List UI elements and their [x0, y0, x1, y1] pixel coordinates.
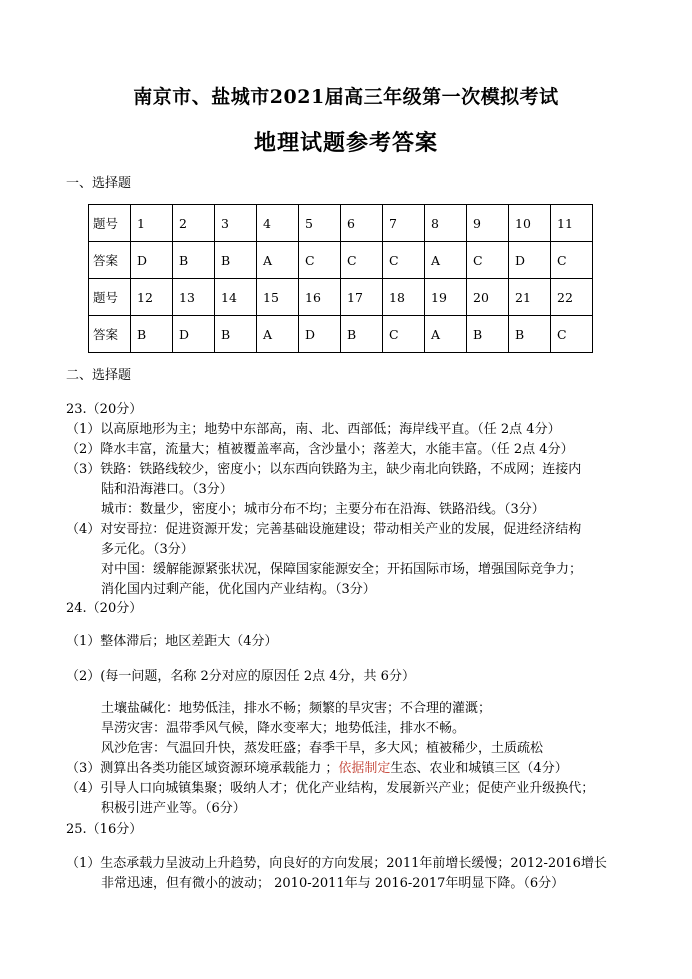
exam-title: 南京市、盐城市2021届高三年级第一次模拟考试: [133, 86, 559, 108]
table-row-header: 题号: [89, 205, 131, 242]
table-cell: C: [383, 316, 425, 353]
table-cell: 16: [299, 279, 341, 316]
table-cell: 4: [257, 205, 299, 242]
section-heading-choice: 一、选择题: [66, 176, 132, 191]
table-cell: B: [215, 242, 257, 279]
page-title: 地理试题参考答案: [253, 130, 438, 156]
q23-answer-3-line3: 城市：数量少，密度小；城市分布不均；主要分布在沿海、铁路沿线。（3分）: [101, 502, 545, 517]
q24-answer-4-line2: 积极引进产业等。（6分）: [101, 801, 246, 816]
table-cell: 13: [173, 279, 215, 316]
table-cell: 20: [467, 279, 509, 316]
q23-answer-1: （1）以高原地形为主；地势中东部高，南、北、西部低；海岸线平直。（任 2点 4分）: [66, 422, 561, 437]
table-cell: 1: [131, 205, 173, 242]
table-cell: 10: [509, 205, 551, 242]
table-cell: D: [509, 242, 551, 279]
table-cell: 6: [341, 205, 383, 242]
table-row: [89, 316, 593, 353]
table-row: [89, 205, 593, 242]
q24-answer-2-line2: 旱涝灾害：温带季风气候，降水变率大；地势低洼，排水不畅。: [101, 721, 466, 736]
q24-answer-2-line1: 土壤盐碱化：地势低洼，排水不畅；频繁的旱灾害；不合理的灌溉；: [101, 701, 492, 716]
table-cell: C: [551, 316, 593, 353]
table-cell: 8: [425, 205, 467, 242]
table-cell: 17: [341, 279, 383, 316]
section-heading-second: 二、选择题: [66, 368, 132, 383]
table-cell: B: [215, 316, 257, 353]
table-cell: A: [257, 242, 299, 279]
table-cell: 15: [257, 279, 299, 316]
table-cell: A: [425, 242, 467, 279]
table-cell: B: [467, 316, 509, 353]
table-cell: 2: [173, 205, 215, 242]
table-row-header: 答案: [89, 316, 131, 353]
table-cell: 14: [215, 279, 257, 316]
table-cell: 19: [425, 279, 467, 316]
q23-answer-4-line2: 多元化。（3分）: [101, 542, 194, 557]
q23-answer-3-line1: （3）铁路：铁路线较少，密度小；以东西向铁路为主，缺少南北向铁路，不成网；连接内: [66, 462, 582, 477]
table-cell: C: [383, 242, 425, 279]
table-cell: 12: [131, 279, 173, 316]
q24-answer-1: （1）整体滞后；地区差距大（4分）: [66, 634, 278, 649]
q24-answer-2: （2）(每一问题，名称 2分对应的原因任 2点 4分，共 6分）: [66, 669, 415, 684]
table-row-header: 答案: [89, 242, 131, 279]
table-cell: D: [299, 316, 341, 353]
table-cell: 18: [383, 279, 425, 316]
q24-answer-4-line1: （4）引导人口向城镇集聚；吸纳人才；优化产业结构，发展新兴产业；促使产业升级换代；: [66, 781, 595, 796]
q24-heading: 24.（20分）: [66, 601, 143, 616]
table-row-header: 题号: [89, 279, 131, 316]
table-cell: 21: [509, 279, 551, 316]
table-cell: B: [509, 316, 551, 353]
q25-answer-1-line2: 非常迅速，但有微小的波动； 2010-2011年与 2016-2017年明显下降。（6分）: [101, 876, 565, 891]
table-cell: C: [467, 242, 509, 279]
q24-answer-3-end: 生态、农业和城镇三区（4分）: [390, 761, 568, 776]
table-cell: C: [299, 242, 341, 279]
table-cell: 22: [551, 279, 593, 316]
table-row: [89, 242, 593, 279]
q24-answer-3-highlight: 依据制定: [338, 761, 391, 776]
q23-answer-4-line1: （4）对安哥拉：促进资源开发；完善基础设施建设；带动相关产业的发展，促进经济结构: [66, 522, 582, 537]
answer-table: [88, 204, 593, 353]
table-cell: 7: [383, 205, 425, 242]
q23-answer-2: （2）降水丰富，流量大；植被覆盖率高，含沙量小；落差大，水能丰富。（任 2点 4分）: [66, 442, 574, 457]
q24-answer-3: [66, 759, 568, 779]
table-cell: 9: [467, 205, 509, 242]
table-cell: B: [131, 316, 173, 353]
table-cell: D: [173, 316, 215, 353]
table-cell: B: [341, 316, 383, 353]
q24-answer-2-line3: 风沙危害：气温回升快，蒸发旺盛；春季干旱，多大风；植被稀少，土质疏松: [101, 741, 544, 756]
q23-answer-3-line2: 陆和沿海港口。（3分）: [101, 482, 233, 497]
table-cell: C: [551, 242, 593, 279]
q23-answer-4-line3: 对中国：缓解能源紧张状况，保障国家能源安全；开拓国际市场，增强国际竞争力；: [101, 562, 583, 577]
table-cell: C: [341, 242, 383, 279]
q25-heading: 25.（16分）: [66, 822, 143, 837]
q23-answer-4-line4: 消化国内过剩产能，优化国内产业结构。（3分）: [101, 582, 376, 597]
q23-heading: 23.（20分）: [66, 402, 143, 417]
table-cell: B: [173, 242, 215, 279]
table-cell: 5: [299, 205, 341, 242]
table-cell: D: [131, 242, 173, 279]
q25-answer-1-line1: （1）生态承载力呈波动上升趋势，向良好的方向发展；2011年前增长缓慢；2012-2016增长: [66, 856, 607, 871]
table-cell: A: [257, 316, 299, 353]
table-row: [89, 279, 593, 316]
table-cell: 3: [215, 205, 257, 242]
q24-answer-3-start: （3）测算出各类功能区域资源环境承载能力 ；: [66, 761, 339, 776]
table-cell: 11: [551, 205, 593, 242]
table-cell: A: [425, 316, 467, 353]
